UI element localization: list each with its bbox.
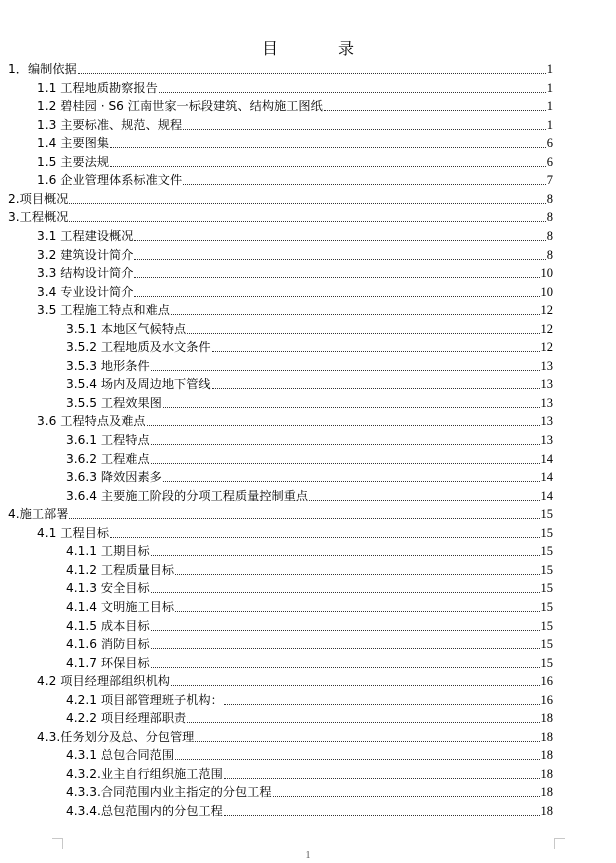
toc-dot-leader bbox=[159, 91, 546, 93]
toc-entry-page: 18 bbox=[540, 785, 553, 800]
toc-entry-page: 10 bbox=[540, 266, 553, 281]
toc-dot-leader bbox=[175, 758, 539, 760]
toc-dot-leader bbox=[273, 795, 540, 797]
toc-entry-page: 8 bbox=[546, 228, 553, 243]
toc-entry-label: 3.5.1 本地区气候特点 bbox=[66, 321, 187, 336]
toc-entry-label: 4.1.2 工程质量目标 bbox=[66, 562, 175, 577]
toc-entry-label: 4.1.3 安全目标 bbox=[66, 581, 150, 596]
toc-entry[interactable] bbox=[66, 577, 553, 595]
toc-entry-page: 16 bbox=[540, 692, 553, 707]
toc-dot-leader bbox=[163, 406, 540, 408]
toc-dot-leader bbox=[69, 202, 545, 204]
toc-entry-page: 1 bbox=[546, 99, 553, 114]
toc-entry-page: 8 bbox=[546, 210, 553, 225]
toc-dot-leader bbox=[151, 666, 540, 668]
toc-entry[interactable] bbox=[37, 670, 553, 688]
toc-entry[interactable] bbox=[8, 188, 553, 206]
toc-entry-page: 6 bbox=[546, 154, 553, 169]
toc-title: 目 录 bbox=[261, 39, 376, 58]
toc-entry-label: 1.1 工程地质勘察报告 bbox=[37, 80, 158, 95]
toc-entry[interactable] bbox=[66, 689, 553, 707]
toc-entry-page: 15 bbox=[540, 562, 553, 577]
toc-entry-label: 3.4 专业设计简介 bbox=[37, 284, 134, 299]
crop-mark-bottom-left bbox=[52, 838, 63, 849]
toc-entry-label: 4.3.1 总包合同范围 bbox=[66, 748, 175, 763]
toc-entry-label: 4.1.5 成本目标 bbox=[66, 618, 150, 633]
toc-entry-label: 3.6 工程特点及难点 bbox=[37, 414, 146, 429]
toc-dot-leader bbox=[151, 443, 540, 445]
toc-entry-page: 14 bbox=[540, 488, 553, 503]
toc-dot-leader bbox=[187, 721, 539, 723]
toc-dot-leader bbox=[309, 499, 539, 501]
toc-entry[interactable] bbox=[37, 410, 553, 428]
toc-entry-label: 3.5.5 工程效果图 bbox=[66, 395, 162, 410]
toc-entry-page: 15 bbox=[540, 581, 553, 596]
toc-entry[interactable] bbox=[37, 169, 553, 187]
toc-entry-label: 1．编制依据 bbox=[8, 62, 77, 76]
toc-entry-page: 13 bbox=[540, 358, 553, 373]
toc-dot-leader bbox=[110, 146, 546, 148]
toc-entry-label: 3.6.2 工程难点 bbox=[66, 451, 150, 466]
toc-entry-label: 3.6.3 降效因素多 bbox=[66, 470, 162, 485]
toc-entry-label: 4.3.任务划分及总、分包管理 bbox=[37, 729, 195, 744]
toc-entry-label: 4.3.4.总包范围内的分包工程 bbox=[66, 804, 223, 818]
toc-dot-leader bbox=[183, 183, 546, 185]
toc-entry[interactable] bbox=[66, 392, 553, 410]
toc-entry-label: 4.1.6 消防目标 bbox=[66, 637, 150, 652]
toc-dot-leader bbox=[151, 647, 540, 649]
toc-entry[interactable] bbox=[66, 781, 553, 799]
toc-dot-leader bbox=[187, 332, 539, 334]
toc-entry-page: 1 bbox=[546, 80, 553, 95]
toc-entry-page: 6 bbox=[546, 136, 553, 151]
toc-entry[interactable] bbox=[66, 559, 553, 577]
toc-entry-page: 1 bbox=[546, 117, 553, 132]
toc-entry[interactable] bbox=[37, 726, 553, 744]
toc-entry-page: 13 bbox=[540, 377, 553, 392]
toc-entry[interactable] bbox=[66, 800, 553, 818]
toc-entry-page: 14 bbox=[540, 470, 553, 485]
toc-entry-page: 18 bbox=[540, 766, 553, 781]
toc-entry[interactable] bbox=[66, 652, 553, 670]
toc-dot-leader bbox=[212, 350, 540, 352]
toc-entry[interactable] bbox=[66, 763, 553, 781]
toc-dot-leader bbox=[134, 258, 545, 260]
toc-entry[interactable] bbox=[66, 596, 553, 614]
toc-entry[interactable] bbox=[37, 299, 553, 317]
toc-entry[interactable] bbox=[37, 281, 553, 299]
toc-entry-page: 13 bbox=[540, 414, 553, 429]
toc-dot-leader bbox=[151, 462, 540, 464]
toc-dot-leader bbox=[78, 72, 546, 74]
toc-dot-leader bbox=[151, 629, 540, 631]
toc-dot-leader bbox=[151, 369, 540, 371]
toc-entry[interactable] bbox=[66, 540, 553, 558]
toc-entry[interactable] bbox=[8, 58, 553, 76]
toc-entry-label: 4.2 项目经理部组织机构 bbox=[37, 674, 170, 689]
toc-entry[interactable] bbox=[66, 744, 553, 762]
toc-entry[interactable] bbox=[66, 429, 553, 447]
toc-dot-leader bbox=[134, 295, 539, 297]
toc-entry[interactable] bbox=[37, 522, 553, 540]
toc-entry-label: 4.1.7 环保目标 bbox=[66, 655, 150, 670]
toc-entry[interactable] bbox=[37, 77, 553, 95]
toc-entry-page: 18 bbox=[540, 804, 553, 818]
toc-entry-label: 3.6.1 工程特点 bbox=[66, 433, 150, 447]
toc-entry[interactable] bbox=[66, 466, 553, 484]
toc-entry[interactable] bbox=[66, 355, 553, 373]
toc-entry-page: 10 bbox=[540, 284, 553, 299]
toc-entry-page: 15 bbox=[540, 544, 553, 559]
toc-entry-page: 15 bbox=[540, 618, 553, 633]
toc-entry-page: 8 bbox=[546, 191, 553, 206]
toc-dot-leader bbox=[175, 610, 539, 612]
toc-entry[interactable] bbox=[66, 448, 553, 466]
toc-entry[interactable] bbox=[8, 503, 553, 521]
toc-entry-page: 16 bbox=[540, 674, 553, 689]
toc-entry[interactable] bbox=[66, 373, 553, 391]
toc-entry-page: 1 bbox=[546, 62, 553, 76]
toc-entry-label: 4.1 工程目标 bbox=[37, 525, 110, 540]
toc-entry[interactable] bbox=[37, 114, 553, 132]
toc-dot-leader bbox=[171, 684, 540, 686]
toc-entry-label: 3.5.4 场内及周边地下管线 bbox=[66, 377, 211, 392]
toc-entry[interactable] bbox=[37, 151, 553, 169]
toc-entry-label: 1.2 碧桂园 · S6 江南世家一标段建筑、结构施工图纸 bbox=[37, 99, 323, 114]
toc-entry-label: 1.5 主要法规 bbox=[37, 154, 110, 169]
toc-entry-page: 8 bbox=[546, 247, 553, 262]
toc-dot-leader bbox=[147, 424, 540, 426]
toc-entry[interactable] bbox=[37, 244, 553, 262]
toc-entry-label: 4.3.2.业主自行组织施工范围 bbox=[66, 766, 223, 781]
toc-entry-page: 18 bbox=[540, 711, 553, 726]
toc-dot-leader bbox=[175, 573, 539, 575]
toc-entry[interactable] bbox=[8, 206, 553, 224]
toc-entry-label: 4.1.4 文明施工目标 bbox=[66, 599, 175, 614]
toc-dot-leader bbox=[151, 591, 540, 593]
toc-entry-label: 1.3 主要标准、规范、规程 bbox=[37, 117, 183, 132]
toc-entry-page: 12 bbox=[540, 321, 553, 336]
toc-entry-label: 4.施工部署 bbox=[8, 507, 69, 522]
toc-entry-page: 7 bbox=[546, 173, 553, 188]
toc-entry-page: 18 bbox=[540, 729, 553, 744]
toc-dot-leader bbox=[151, 554, 540, 556]
toc-dot-leader bbox=[224, 777, 540, 779]
toc-entry[interactable] bbox=[66, 707, 553, 725]
toc-entry-page: 13 bbox=[540, 433, 553, 447]
toc-entry[interactable] bbox=[66, 318, 553, 336]
toc-entry-page: 14 bbox=[540, 451, 553, 466]
crop-mark-bottom-right bbox=[554, 838, 565, 849]
toc-entry[interactable] bbox=[37, 262, 553, 280]
toc-entry-page: 12 bbox=[540, 340, 553, 355]
toc-entry-page: 15 bbox=[540, 637, 553, 652]
toc-entry-page: 15 bbox=[540, 655, 553, 670]
toc-dot-leader bbox=[212, 387, 540, 389]
toc-entry-label: 3.3 结构设计简介 bbox=[37, 266, 134, 281]
toc-entry[interactable] bbox=[66, 485, 553, 503]
toc-entry-page: 15 bbox=[540, 525, 553, 540]
toc-entry-label: 3.5 工程施工特点和难点 bbox=[37, 303, 170, 318]
toc-dot-leader bbox=[69, 517, 539, 519]
toc-entry-page: 15 bbox=[540, 507, 553, 522]
toc-entry[interactable] bbox=[66, 633, 553, 651]
toc-entry[interactable] bbox=[66, 336, 553, 354]
toc-entry-label: 3.5.2 工程地质及水文条件 bbox=[66, 340, 211, 355]
toc-dot-leader bbox=[183, 128, 546, 130]
toc-entry-label: 3.6.4 主要施工阶段的分项工程质量控制重点 bbox=[66, 488, 309, 503]
toc-entry-label: 3.5.3 地形条件 bbox=[66, 358, 150, 373]
toc-dot-leader bbox=[324, 109, 546, 111]
toc-entry-page: 13 bbox=[540, 395, 553, 410]
toc-entry-label: 4.2.2 项目经理部职责 bbox=[66, 711, 187, 726]
toc-dot-leader bbox=[224, 703, 540, 705]
toc-dot-leader bbox=[171, 313, 540, 315]
toc-entry-page: 15 bbox=[540, 599, 553, 614]
page-number: 1 bbox=[305, 850, 311, 861]
toc-entry-label: 3.2 建筑设计简介 bbox=[37, 247, 134, 262]
toc-dot-leader bbox=[195, 740, 539, 742]
toc-entry-label: 3.1 工程建设概况 bbox=[37, 228, 134, 243]
toc-entry-page: 12 bbox=[540, 303, 553, 318]
toc-entry-label: 4.2.1 项目部管理班子机构： bbox=[66, 692, 223, 707]
toc-dot-leader bbox=[110, 536, 539, 538]
toc-entry-page: 18 bbox=[540, 748, 553, 763]
toc-dot-leader bbox=[110, 165, 546, 167]
toc-entry-label: 1.4 主要图集 bbox=[37, 136, 110, 151]
toc-dot-leader bbox=[224, 814, 540, 816]
toc-entry[interactable] bbox=[37, 95, 553, 113]
toc-entry[interactable] bbox=[66, 615, 553, 633]
toc-entry-label: 3.工程概况 bbox=[8, 210, 69, 225]
toc-dot-leader bbox=[134, 276, 539, 278]
toc-entry-label: 4.1.1 工期目标 bbox=[66, 544, 150, 559]
toc-entry[interactable] bbox=[37, 132, 553, 150]
toc-entry-label: 4.3.3.合同范围内业主指定的分包工程 bbox=[66, 785, 272, 800]
toc-entry[interactable] bbox=[37, 225, 553, 243]
toc-dot-leader bbox=[69, 220, 545, 222]
toc-entry-label: 1.6 企业管理体系标准文件 bbox=[37, 173, 183, 188]
toc-dot-leader bbox=[163, 480, 540, 482]
toc-dot-leader bbox=[134, 239, 545, 241]
toc-entry-label: 2.项目概况 bbox=[8, 191, 69, 206]
